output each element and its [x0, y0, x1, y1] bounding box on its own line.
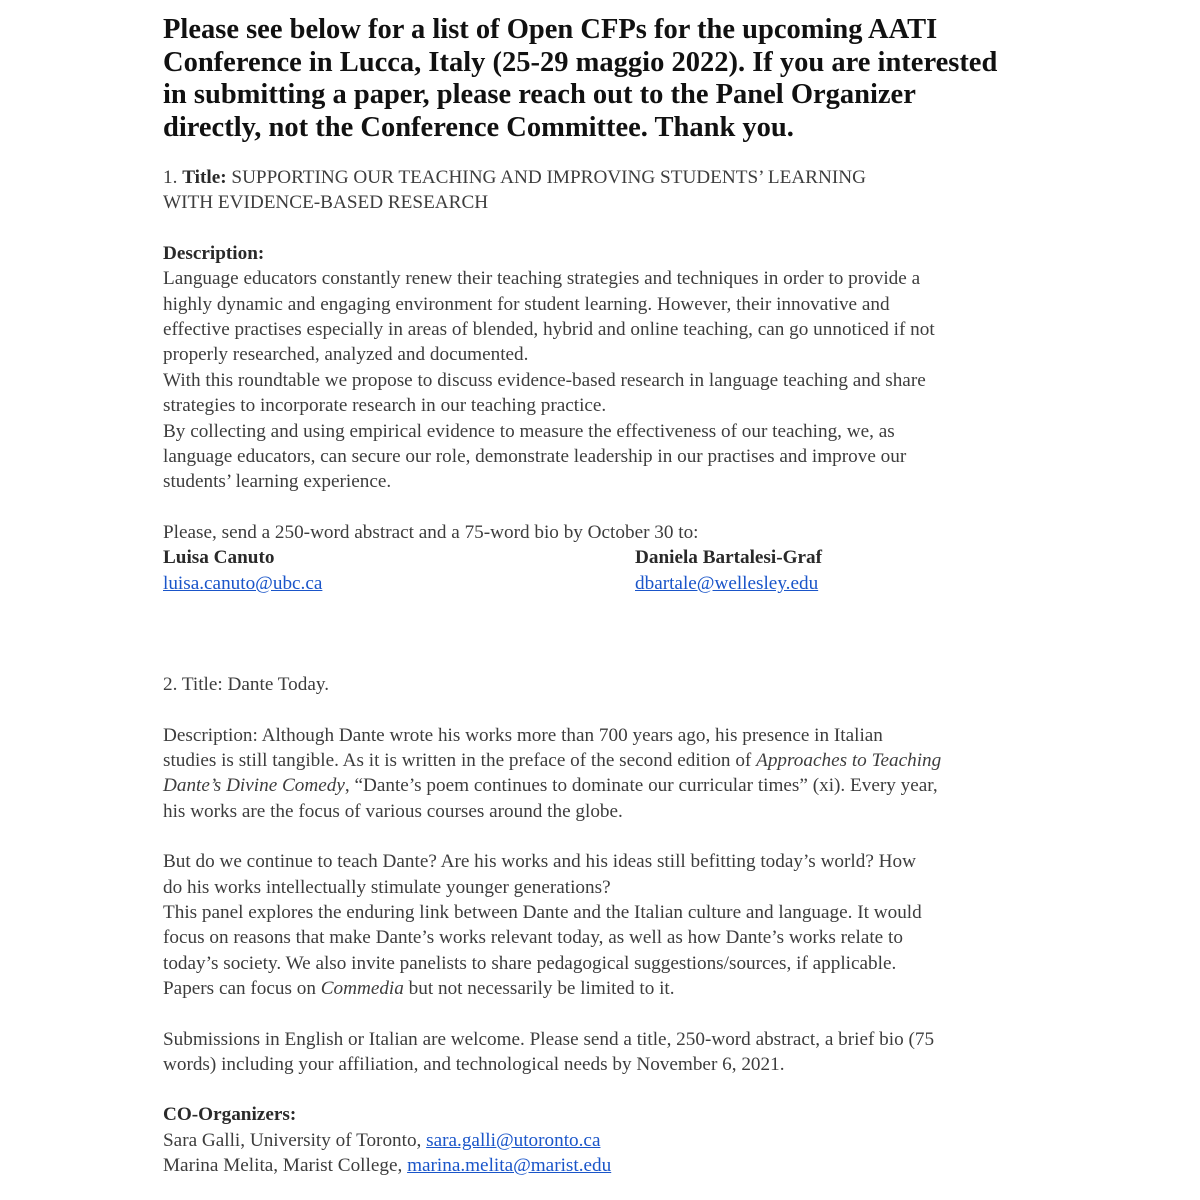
headline-line: directly, not the Conference Committee. Thank you.	[163, 111, 794, 143]
cfp2-submission-line: words) including your affiliation, and technological needs by November 6, 2021.	[163, 1053, 785, 1075]
contact-email-link[interactable]: luisa.canuto@ubc.ca	[163, 572, 323, 594]
cfp1-description-line: strategies to incorporate research in our teaching practice.	[163, 395, 607, 417]
cfp1-submission	[163, 520, 1173, 596]
contact-card	[635, 545, 1107, 596]
cfp2-question-text: Papers can focus on	[163, 978, 321, 1000]
headline-line: Conference in Lucca, Italy (25-29 maggio 2022). If you are interested	[163, 46, 998, 78]
organizer-line	[163, 1153, 1173, 1178]
contact-name: Luisa Canuto	[163, 547, 275, 569]
work-title: Commedia	[320, 978, 404, 1000]
cfp1-description-label: Description:	[163, 242, 265, 264]
cfp2-description-line: his works are the focus of various courses around the globe.	[163, 800, 623, 822]
cfp1-description-line: By collecting and using empirical evidence to measure the effectiveness of our teaching, we, as	[163, 420, 895, 442]
contact-card	[163, 545, 635, 596]
headline-line: Please see below for a list of Open CFPs for the upcoming AATI	[163, 14, 938, 45]
cfp2-description-line	[163, 773, 1173, 798]
cfp2-submission	[163, 1027, 1173, 1078]
cfp2-question-line: focus on reasons that make Dante’s works relevant today, as well as how Dante’s works relate to	[163, 927, 903, 949]
cfp1-description-line: effective practises especially in areas of blended, hybrid and online teaching, can go unnoticed if not	[163, 319, 935, 341]
organizer-line	[163, 1128, 1173, 1153]
cfp2-question-text: but not necessarily be limited to it.	[403, 978, 675, 1000]
cfp2-questions	[163, 849, 1173, 1001]
cfp2-title-text: 2. Title: Dante Today.	[163, 674, 330, 696]
book-title: Approaches to Teaching	[756, 749, 942, 771]
co-organizers-label: CO-Organizers:	[163, 1104, 297, 1126]
cfp1-description-line: students’ learning experience.	[163, 471, 392, 493]
headline	[163, 14, 1043, 144]
cfp1-title-text: SUPPORTING OUR TEACHING AND IMPROVING STUDENTS’ LEARNING	[231, 167, 866, 188]
cfp1-description-line: Language educators constantly renew their teaching strategies and techniques in order to provide a	[163, 268, 921, 290]
cfp1-title-text: WITH EVIDENCE-BASED RESEARCH	[163, 192, 489, 214]
cfp2-description-text: , “Dante’s poem continues to dominate our curricular times” (xi). Every year,	[344, 775, 938, 797]
cfp2-description-line	[163, 748, 1173, 773]
cfp2-co-organizers	[163, 1102, 1173, 1178]
cfp1-number: 1.	[163, 167, 178, 188]
cfp1-send-instructions: Please, send a 250-word abstract and a 75-word bio by October 30 to:	[163, 521, 699, 543]
cfp1-title	[163, 165, 1173, 216]
cfp2-title	[163, 672, 1173, 697]
cfp2-question-line: do his works intellectually stimulate younger generations?	[163, 876, 611, 898]
cfp1-description-line: language educators, can secure our role, demonstrate leadership in our practises and improve our	[163, 446, 907, 468]
cfp1-description-line: With this roundtable we propose to discuss evidence-based research in language teaching and share	[163, 369, 926, 391]
cfp2-question-line: But do we continue to teach Dante? Are his works and his ideas still befitting today’s world? How	[163, 851, 916, 873]
contact-email-link[interactable]: dbartale@wellesley.edu	[635, 572, 819, 594]
cfp1-description-line: properly researched, analyzed and documented.	[163, 344, 529, 366]
cfp2-question-line: This panel explores the enduring link between Dante and the Italian culture and language. It would	[163, 901, 922, 923]
organizer-email-link[interactable]: marina.melita@marist.edu	[407, 1155, 612, 1177]
organizer-email-link[interactable]: sara.galli@utoronto.ca	[426, 1129, 601, 1151]
book-title: Dante’s Divine Comedy	[163, 775, 345, 797]
cfp1-contacts	[163, 545, 1163, 596]
cfp2-description	[163, 723, 1173, 825]
headline-line: in submitting a paper, please reach out to the Panel Organizer	[163, 79, 916, 110]
organizer-affiliation: Marina Melita, Marist College,	[163, 1155, 408, 1177]
cfp2-description-line: Description: Although Dante wrote his works more than 700 years ago, his presence in Italian	[163, 724, 883, 746]
contact-name: Daniela Bartalesi-Graf	[635, 547, 823, 569]
cfp1-description-line: highly dynamic and engaging environment for student learning. However, their innovative and	[163, 293, 890, 315]
organizer-affiliation: Sara Galli, University of Toronto,	[163, 1129, 427, 1151]
cfp2-description-text: studies is still tangible. As it is written in the preface of the second edition of	[163, 749, 757, 771]
cfp2-submission-line: Submissions in English or Italian are welcome. Please send a title, 250-word abstract, a brief bio (75	[163, 1028, 935, 1050]
cfp2-question-line: today’s society. We also invite panelists to share pedagogical suggestions/sources, if applicable.	[163, 952, 897, 974]
document-page	[163, 14, 1173, 1179]
cfp1-title-label: Title:	[182, 167, 227, 188]
cfp2-question-line	[163, 976, 1173, 1001]
cfp1-description	[163, 241, 1173, 495]
